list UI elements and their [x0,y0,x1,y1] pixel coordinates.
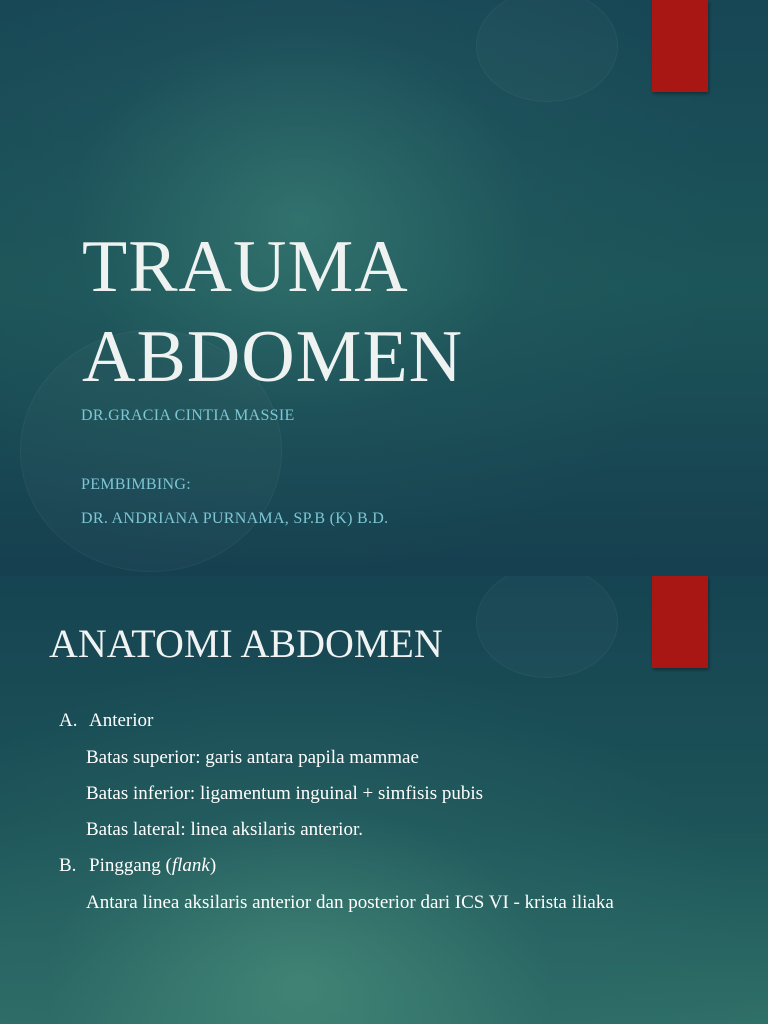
list-item: Antara linea aksilaris anterior dan posterior dari ICS VI - krista iliaka [86,892,614,913]
decorative-circle [476,576,618,678]
list-item: Batas lateral: linea aksilaris anterior. [86,819,363,840]
title-line-2: ABDOMEN [82,316,464,398]
section-label-italic: flank [171,855,210,876]
advisor-name: DR. ANDRIANA PURNAMA, SP.B (K) B.D. [81,510,389,527]
anatomy-slide [0,576,768,1024]
section-a [59,710,153,732]
presentation-title [82,222,642,402]
title-line-1: TRAUMA [82,226,409,308]
accent-red-block [652,576,708,668]
advisor-label: PEMBIMBING: [81,476,191,493]
author-name: DR.GRACIA CINTIA MASSIE [81,407,295,424]
section-label-suffix: ) [209,855,217,876]
section-b [59,855,216,877]
section-label: Anterior [89,710,154,731]
section-label-prefix: Pinggang ( [89,855,172,876]
section-marker: B. [59,855,77,876]
list-item: Batas inferior: ligamentum inguinal + simfisis pubis [86,783,484,804]
section-marker: A. [59,710,78,731]
slide-heading: ANATOMI ABDOMEN [49,621,443,666]
list-item: Batas superior: garis antara papila mammae [86,747,419,768]
accent-red-block [652,0,708,92]
decorative-circle [476,0,618,102]
